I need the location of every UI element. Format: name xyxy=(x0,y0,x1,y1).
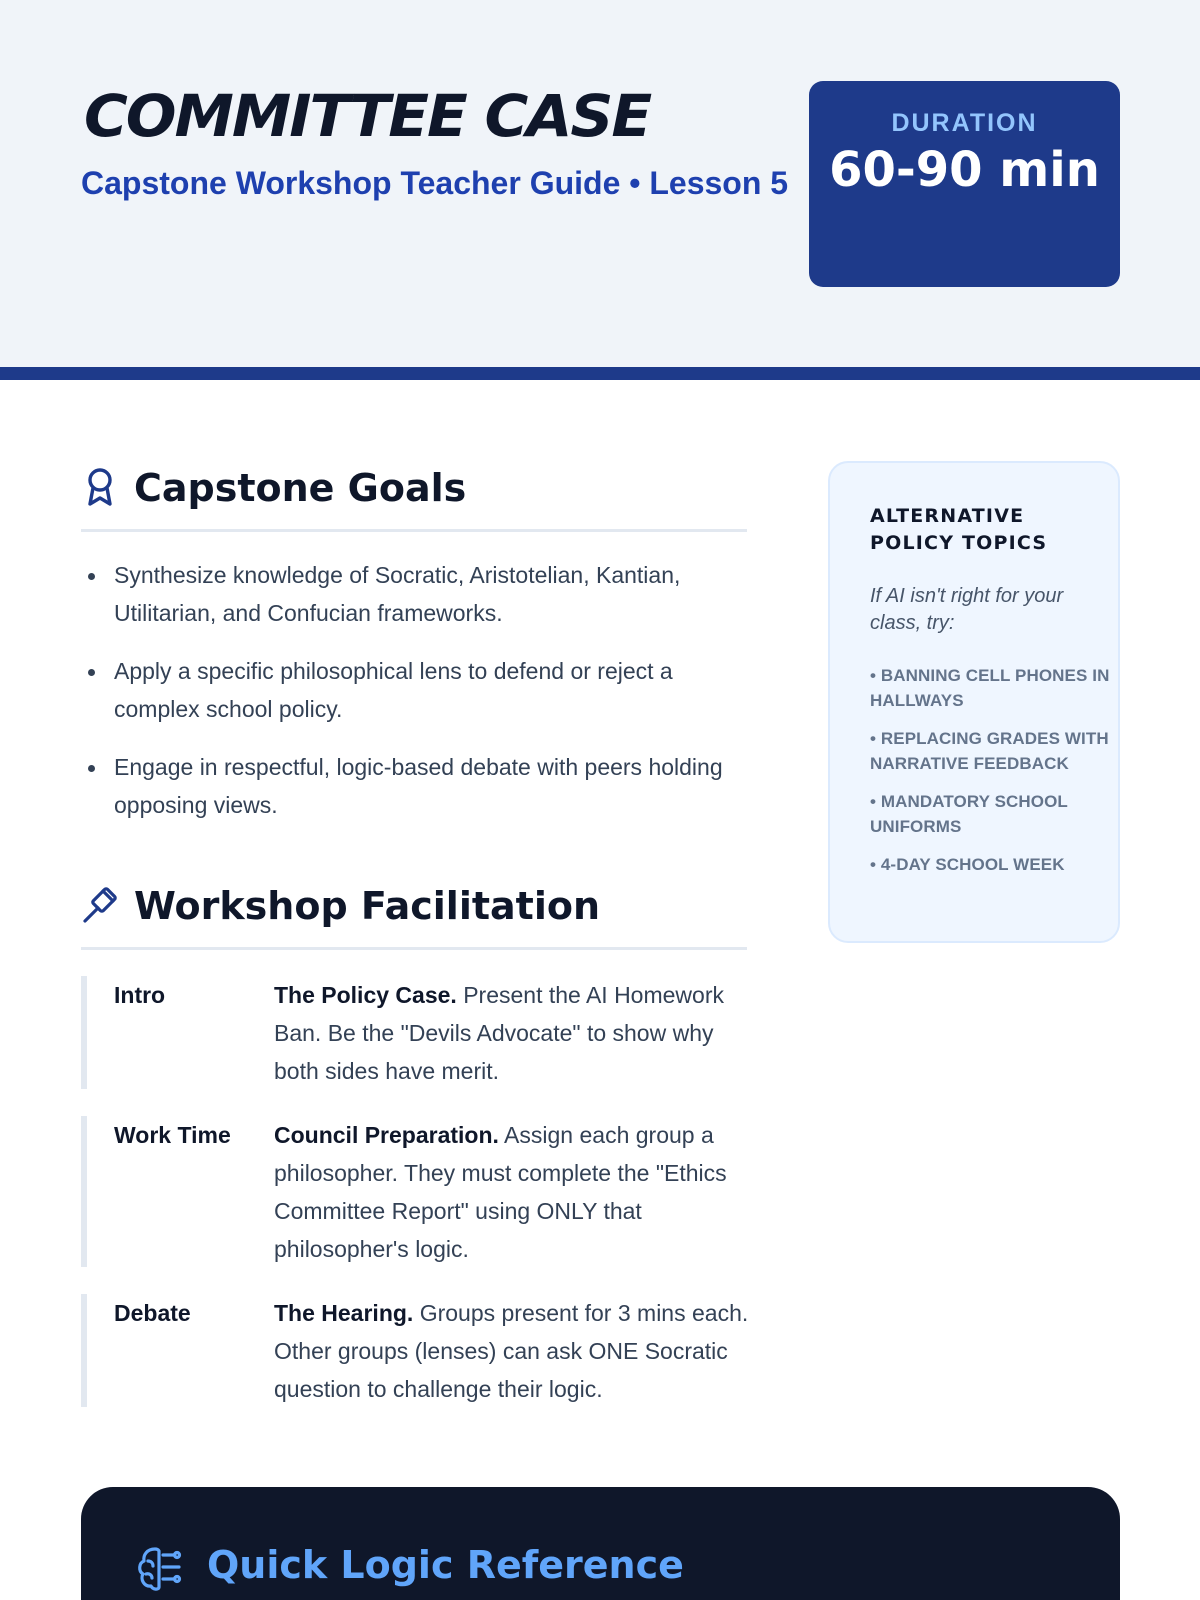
row-title: The Hearing. xyxy=(274,1300,414,1326)
alternative-topics-list xyxy=(870,663,1110,890)
duration-label: DURATION xyxy=(891,109,1038,137)
row-body xyxy=(274,976,754,1090)
brain-icon xyxy=(135,1543,183,1595)
award-ribbon-icon xyxy=(81,466,121,510)
row-text: Groups present for 3 mins each. Other groups (lenses) can ask ONE Socratic question to challenge their logic. xyxy=(274,1300,749,1402)
alternative-topics-sidebar xyxy=(828,461,1120,943)
list-item: • REPLACING GRADES WITH NARRATIVE FEEDBACK xyxy=(870,729,1109,773)
row-title: The Policy Case. xyxy=(274,982,457,1008)
sidebar-title: ALTERNATIVE POLICY TOPICS xyxy=(870,505,1048,554)
row-label: Intro xyxy=(114,982,166,1008)
table-row xyxy=(81,976,751,1089)
goals-heading-text: Capstone Goals xyxy=(134,466,467,510)
row-text: Assign each group a philosopher. They must complete the "Ethics Committee Report" using ONLY that philosopher's logic. xyxy=(274,1122,727,1262)
list-item: • MANDATORY SCHOOL UNIFORMS xyxy=(870,792,1068,836)
gavel-icon xyxy=(81,884,121,928)
table-row xyxy=(81,1294,751,1407)
reference-heading-text: Quick Logic Reference xyxy=(207,1543,684,1587)
page-subtitle: Capstone Workshop Teacher Guide • Lesson 5 xyxy=(81,165,789,201)
table-row xyxy=(81,1116,751,1267)
duration-value: 60-90 min xyxy=(829,142,1100,198)
row-label: Work Time xyxy=(114,1122,231,1148)
row-label: Debate xyxy=(114,1300,191,1326)
list-item: Apply a specific philosophical lens to defend or reject a complex school policy. xyxy=(81,652,751,728)
goals-list xyxy=(81,556,751,844)
duration-badge xyxy=(809,81,1120,287)
row-body xyxy=(274,1116,754,1268)
page-header xyxy=(0,0,1200,367)
facilitation-heading xyxy=(81,880,747,950)
goals-heading xyxy=(81,462,747,532)
page-title: COMMITTEE CASE xyxy=(84,82,651,150)
list-item: Engage in respectful, logic-based debate with peers holding opposing views. xyxy=(81,748,751,824)
header-divider xyxy=(0,367,1200,380)
quick-logic-reference-card xyxy=(81,1487,1120,1600)
list-item: Synthesize knowledge of Socratic, Aristotelian, Kantian, Utilitarian, and Confucian frameworks. xyxy=(81,556,751,632)
sidebar-note: If AI isn't right for your class, try: xyxy=(870,585,1064,634)
facilitation-heading-text: Workshop Facilitation xyxy=(134,884,601,928)
list-item: • BANNING CELL PHONES IN HALLWAYS xyxy=(870,666,1110,710)
list-item: • 4-DAY SCHOOL WEEK xyxy=(870,855,1065,874)
row-body xyxy=(274,1294,754,1408)
row-text: Present the AI Homework Ban. Be the "Devils Advocate" to show why both sides have merit. xyxy=(274,982,724,1084)
row-title: Council Preparation. xyxy=(274,1122,499,1148)
